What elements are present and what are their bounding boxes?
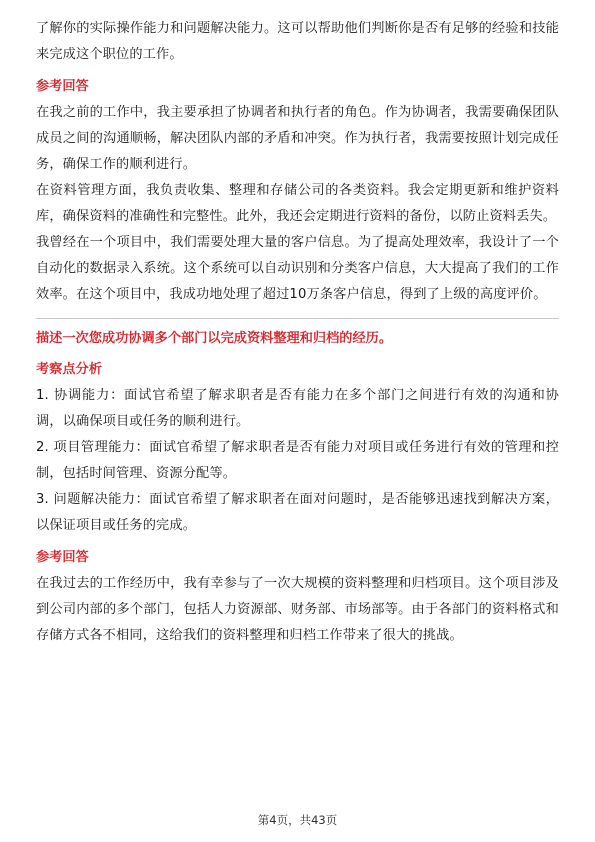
analysis-point-1: 1. 协调能力：面试官希望了解求职者是否有能力在多个部门之间进行有效的沟通和协调，以确保项目或任务的顺利进行。 xyxy=(36,388,559,429)
reference-answer-heading-2: 参考回答 xyxy=(36,550,89,565)
answer2-paragraph: 在我过去的工作经历中，我有幸参与了一次大规模的资料整理和归档项目。这个项目涉及到公司内部的多个部门，包括人力资源部、财务部、市场部等。由于各部门的资料格式和存储方式各不相同，这给我们的资料整理和归档工作带来了很大的挑战。 xyxy=(36,576,559,643)
analysis-point-2: 2. 项目管理能力：面试官希望了解求职者是否有能力对项目或任务进行有效的管理和控制，包括时间管理、资源分配等。 xyxy=(36,440,559,481)
section-divider xyxy=(36,318,559,319)
answer1-paragraph-2: 在资料管理方面，我负责收集、整理和存储公司的各类资料。我会定期更新和维护资料库，确保资料的准确性和完整性。此外，我还会定期进行资料的备份，以防止资料丢失。 xyxy=(36,183,559,224)
intro-paragraph: 了解你的实际操作能力和问题解决能力。这可以帮助他们判断你是否有足够的经验和技能来完成这个职位的工作。 xyxy=(36,21,559,62)
document-page xyxy=(36,16,559,649)
answer1-paragraph-1: 在我之前的工作中，我主要承担了协调者和执行者的角色。作为协调者，我需要确保团队成员之间的沟通顺畅，解决团队内部的矛盾和冲突。作为执行者，我需要按照计划完成任务，确保工作的顺利进行。 xyxy=(36,105,559,172)
analysis-point-3: 3. 问题解决能力：面试官希望了解求职者在面对问题时，是否能够迅速找到解决方案，以保证项目或任务的完成。 xyxy=(36,492,559,533)
answer1-paragraph-3: 我曾经在一个项目中，我们需要处理大量的客户信息。为了提高处理效率，我设计了一个自动化的数据录入系统。这个系统可以自动识别和分类客户信息，大大提高了我们的工作效率。在这个项目中，我成功地处理了超过10万条客户信息，得到了上级的高度评价。 xyxy=(36,235,559,302)
analysis-heading: 考察点分析 xyxy=(36,362,102,377)
reference-answer-heading-1: 参考回答 xyxy=(36,79,89,94)
question-title: 描述一次您成功协调多个部门以完成资料整理和归档的经历。 xyxy=(36,331,393,346)
page-number: 第4页，共43页 xyxy=(257,813,338,827)
